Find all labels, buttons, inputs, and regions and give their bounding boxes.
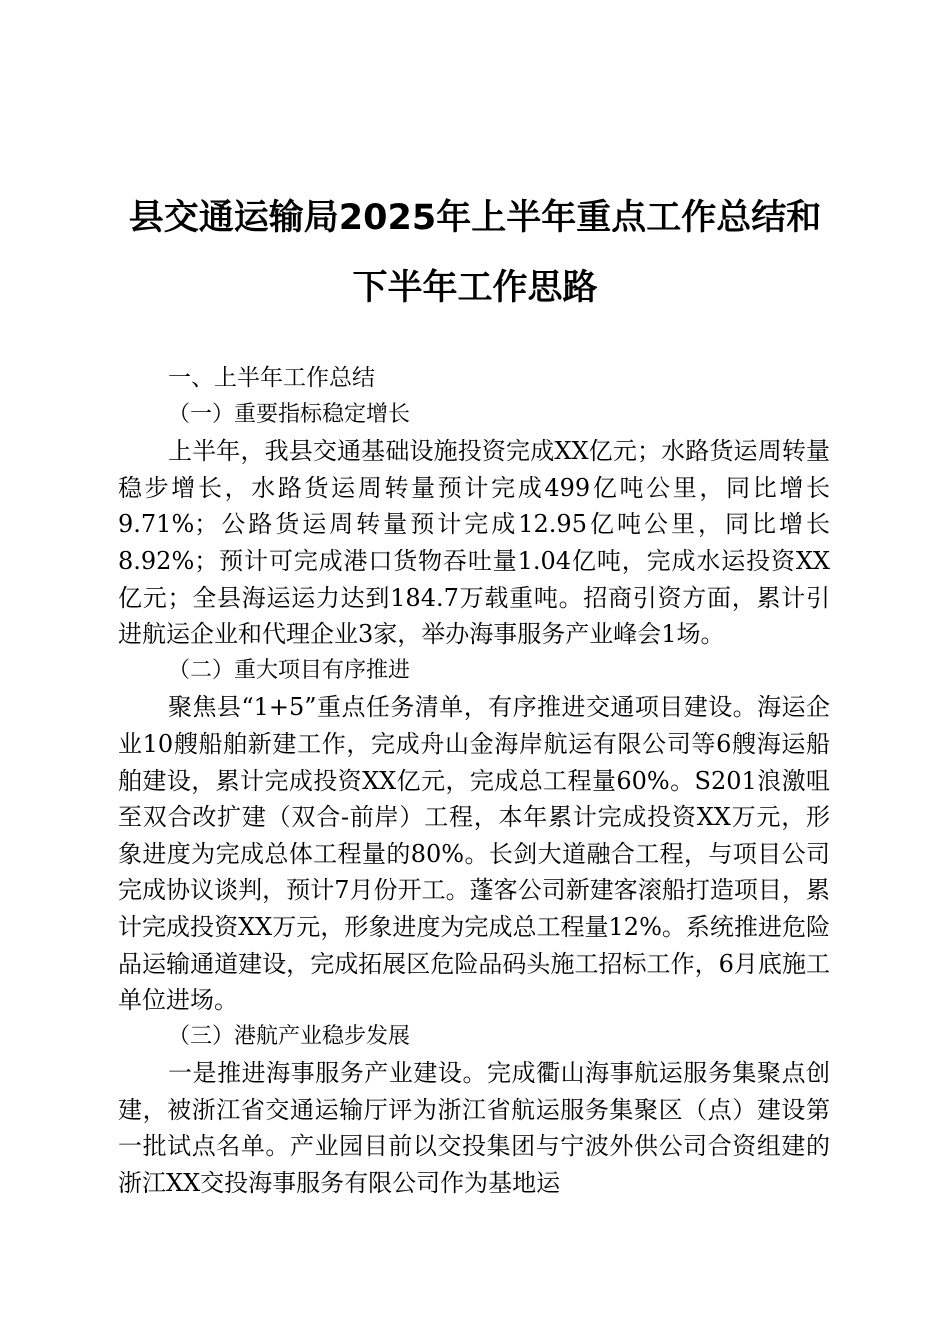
section-1-heading: 一、上半年工作总结 xyxy=(168,365,375,391)
document-title-line-1: 县交通运输局2025年上半年重点工作总结和 xyxy=(128,198,822,238)
document-title-line-2: 下半年工作思路 xyxy=(352,268,598,308)
subsection-1-paragraph: 上半年，我县交通基础设施投资完成XX亿元；水路货运周转量稳步增长，水路货运周转量预计完成499亿吨公里，同比增长9.71%；公路货运周转量预计完成12.95亿吨公里，同比增长8.92%；预计可完成港口货物吞吐量1.04亿吨，完成水运投资XX亿元；全县海运运力达到184.7万载重吨。招商引资方面，累计引进航运企业和代理企业3家，举办海事服务产业峰会1场。 xyxy=(118,437,830,649)
subsection-1-heading: （一）重要指标稳定增长 xyxy=(168,401,411,427)
subsection-3-paragraph: 一是推进海事服务产业建设。完成衢山海事航运服务集聚点创建，被浙江省交通运输厅评为浙江省航运服务集聚区（点）建设第一批试点名单。产业园目前以交投集团与宁波外供公司合资组建的浙江XX交投海事服务有限公司作为基地运 xyxy=(118,1059,830,1198)
subsection-2-heading: （二）重大项目有序推进 xyxy=(168,657,411,683)
document-body xyxy=(118,360,830,1202)
subsection-3-heading: （三）港航产业稳步发展 xyxy=(168,1023,411,1049)
subsection-2-paragraph: 聚焦县“1+5”重点任务清单，有序推进交通项目建设。海运企业10艘船舶新建工作，完成舟山金海岸航运有限公司等6艘海运船舶建设，累计完成投资XX亿元，完成总工程量60%。S201浪激咀至双合改扩建（双合-前岸）工程，本年累计完成投资XX万元，形象进度为完成总体工程量的80%。长剑大道融合工程，与项目公司完成协议谈判，预计7月份开工。蓬客公司新建客滚船打造项目，累计完成投资XX万元，形象进度为完成总工程量12%。系统推进危险品运输通道建设，完成拓展区危险品码头施工招标工作，6月底施工单位进场。 xyxy=(118,693,830,1015)
